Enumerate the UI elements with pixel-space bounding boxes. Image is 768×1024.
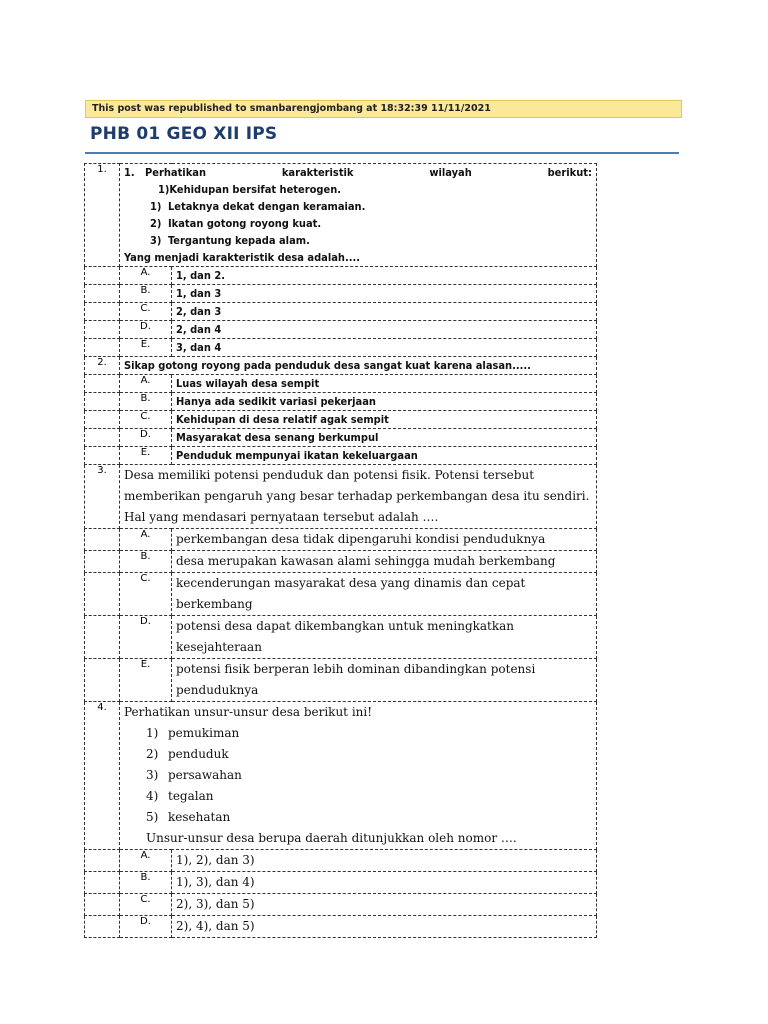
question-number: 1. <box>85 164 120 267</box>
option-row[interactable]: E. potensi fisik berperan lebih dominan dibandingkan potensi penduduknya <box>85 659 597 702</box>
option-row[interactable]: C. kecenderungan masyarakat desa yang dinamis dan cepat berkembang <box>85 573 597 616</box>
question-body: Desa memiliki potensi penduduk dan potensi fisik. Potensi tersebut memberikan pengaruh yang besar terhadap perkembangan desa itu sendiri. Hal yang mendasari pernyataan tersebut adalah …. <box>120 465 597 529</box>
element-list <box>124 723 592 828</box>
list-item: 1)Kehidupan bersifat heterogen. <box>158 183 342 196</box>
list-item: 2) penduduk <box>146 747 229 761</box>
option-row[interactable]: A. 1), 2), dan 3) <box>85 850 597 872</box>
question-row-1 <box>85 164 597 267</box>
question-lead: 1. Perhatikan karakteristik wilayah berikut: <box>124 166 592 179</box>
option-row[interactable]: D. potensi desa dapat dikembangkan untuk meningkatkan kesejahteraan <box>85 616 597 659</box>
option-row[interactable]: D. 2), 4), dan 5) <box>85 916 597 938</box>
question-body: Perhatikan unsur-unsur desa berikut ini! 1) pemukiman 2) penduduk 3) persawahan 4) tegalan 5) kesehatan Unsur-unsur desa berupa daerah ditunjukkan oleh nomor …. <box>120 702 597 850</box>
option-row[interactable]: E. Penduduk mempunyai ikatan kekeluargaan <box>85 447 597 465</box>
list-item: 5) kesehatan <box>146 810 231 824</box>
option-row[interactable]: A. perkembangan desa tidak dipengaruhi kondisi penduduknya <box>85 529 597 551</box>
list-item: 1) Letaknya dekat dengan keramaian. <box>150 200 366 213</box>
list-item: 2) Ikatan gotong royong kuat. <box>150 217 322 230</box>
option-row[interactable]: C. 2), 3), dan 5) <box>85 894 597 916</box>
question-text: Unsur-unsur desa berupa daerah ditunjukkan oleh nomor …. <box>146 831 517 845</box>
title-underline <box>85 152 679 154</box>
question-row-2 <box>85 357 597 375</box>
option-row[interactable]: C. 2, dan 3 <box>85 303 597 321</box>
option-row[interactable]: C. Kehidupan di desa relatif agak sempit <box>85 411 597 429</box>
list-item: 1) pemukiman <box>146 726 240 740</box>
question-body <box>120 164 597 267</box>
question-text: Yang menjadi karakteristik desa adalah.... <box>124 251 361 264</box>
list-item: 3) Tergantung kepada alam. <box>150 234 310 247</box>
page-title: PHB 01 GEO XII IPS <box>90 124 278 144</box>
question-row-4 <box>85 702 597 850</box>
option-row[interactable]: E. 3, dan 4 <box>85 339 597 357</box>
characteristic-list <box>124 181 592 249</box>
option-row[interactable]: A. Luas wilayah desa sempit <box>85 375 597 393</box>
question-text: Sikap gotong royong pada penduduk desa sangat kuat karena alasan..... <box>120 357 597 375</box>
option-row[interactable]: B. Hanya ada sedikit variasi pekerjaan <box>85 393 597 411</box>
option-row[interactable]: B. 1, dan 3 <box>85 285 597 303</box>
question-number: 2. <box>85 357 120 375</box>
question-row-3 <box>85 465 597 529</box>
option-row[interactable]: B. 1), 3), dan 4) <box>85 872 597 894</box>
republish-banner: This post was republished to smanbarengjombang at 18:32:39 11/11/2021 <box>85 100 682 118</box>
question-table <box>84 163 597 938</box>
list-item: 4) tegalan <box>146 789 214 803</box>
option-row[interactable]: B. desa merupakan kawasan alami sehingga mudah berkembang <box>85 551 597 573</box>
option-row[interactable]: D. 2, dan 4 <box>85 321 597 339</box>
list-item: 3) persawahan <box>146 768 242 782</box>
option-row[interactable]: D. Masyarakat desa senang berkumpul <box>85 429 597 447</box>
question-number: 4. <box>85 702 120 850</box>
option-row[interactable]: A. 1, dan 2. <box>85 267 597 285</box>
question-number: 3. <box>85 465 120 529</box>
